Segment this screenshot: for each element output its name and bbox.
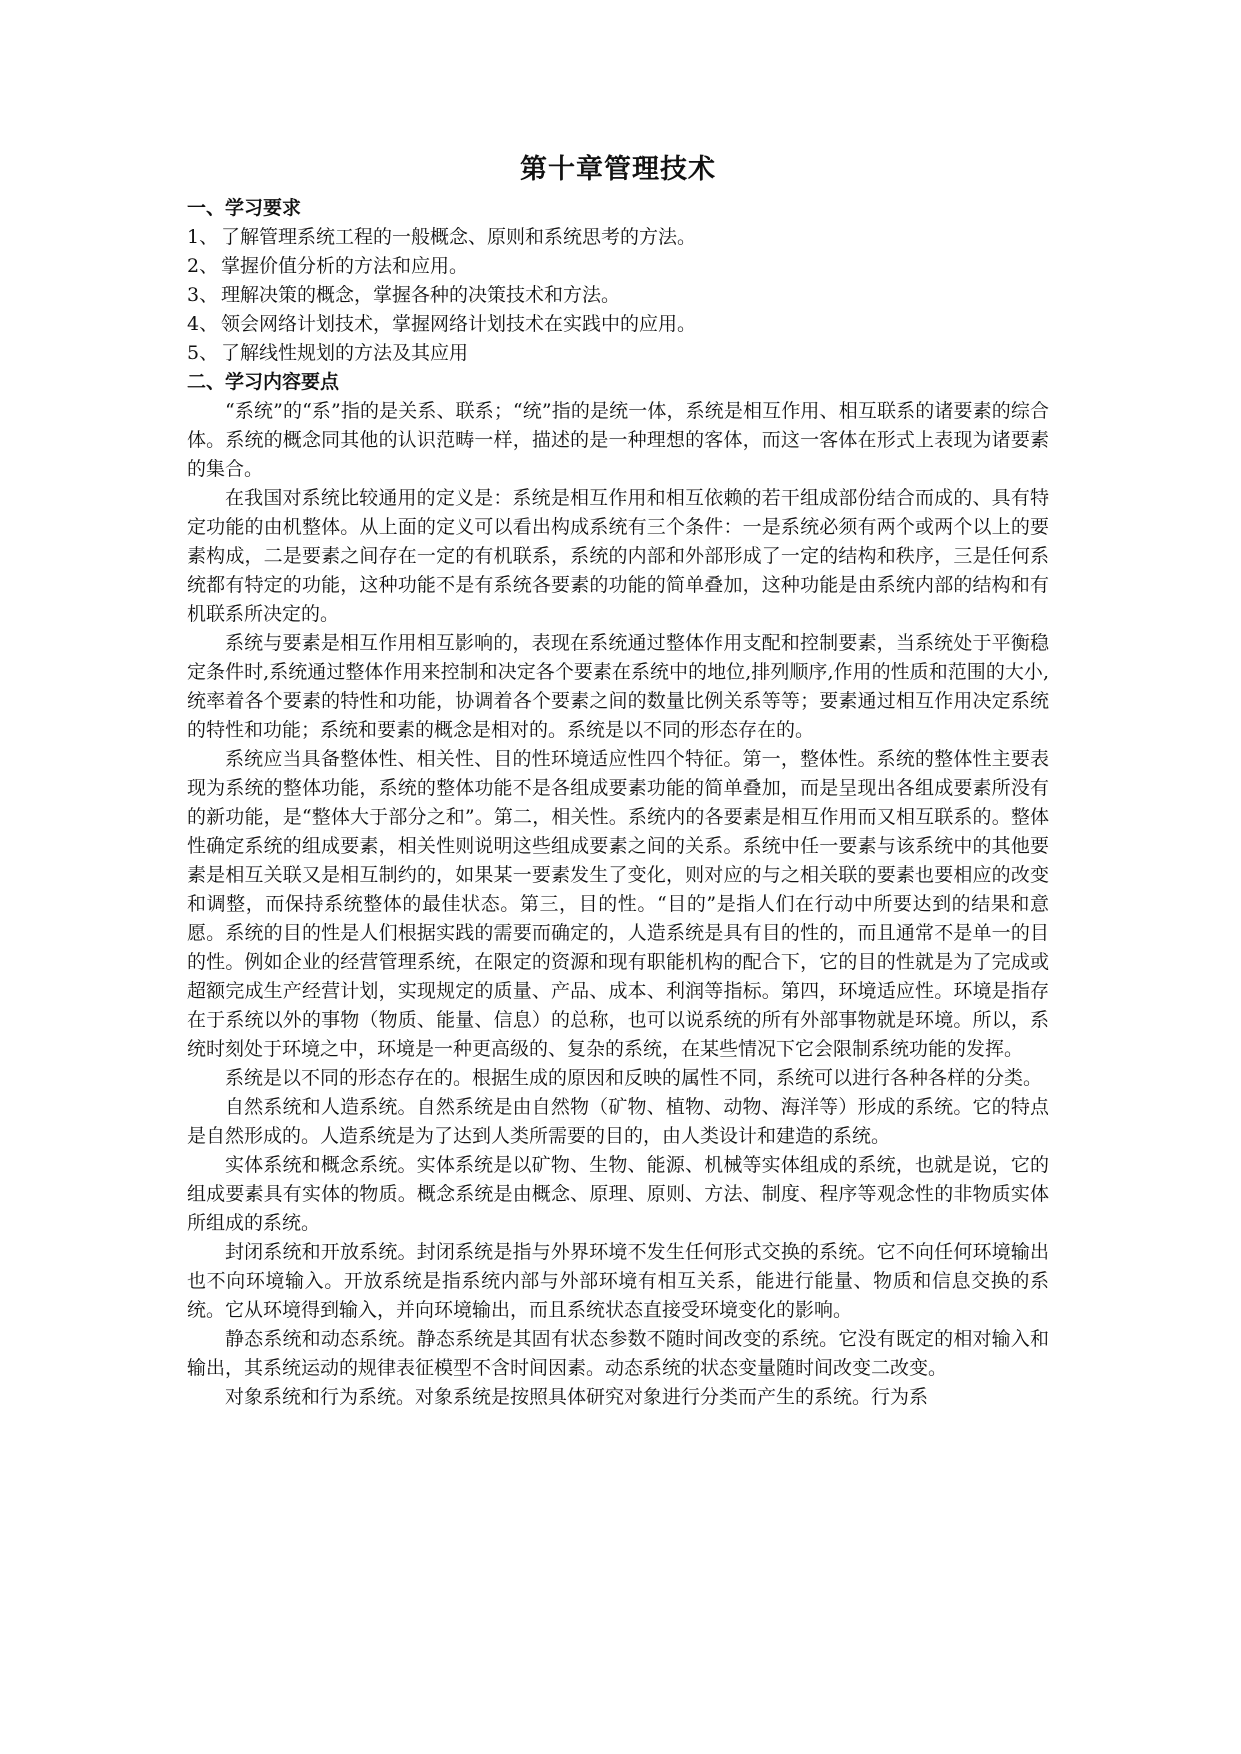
- list-item: [187, 310, 1049, 339]
- list-item-number: 2、: [187, 255, 219, 277]
- list-item-number: 1、: [187, 226, 219, 248]
- list-item-text: 理解决策的概念，掌握各种的决策技术和方法。: [221, 284, 621, 306]
- body-paragraph: “系统”的“系”指的是关系、联系；“统”指的是统一体，系统是相互作用、相互联系的诸要素的综合体。系统的概念同其他的认识范畴一样，描述的是一种理想的客体，而这一客体在形式上表现为诸要素的集合。: [187, 400, 1049, 480]
- body-paragraph: 系统与要素是相互作用相互影响的，表现在系统通过整体作用支配和控制要素，当系统处于平衡稳定条件时,系统通过整体作用来控制和决定各个要素在系统中的地位,排列顺序,作用的性质和范围的大小,统率着各个要素的特性和功能，协调着各个要素之间的数量比例关系等等；要素通过相互作用决定系统的特性和功能；系统和要素的概念是相对的。系统是以不同的形态存在的。: [187, 632, 1049, 741]
- list-item: [187, 223, 1049, 252]
- list-item-number: 5、: [187, 342, 219, 364]
- body-paragraph: 静态系统和动态系统。静态系统是其固有状态参数不随时间改变的系统。它没有既定的相对输入和输出，其系统运动的规律表征模型不含时间因素。动态系统的状态变量随时间改变二改变。: [187, 1328, 1049, 1379]
- list-item-number: 3、: [187, 284, 219, 306]
- requirements-list: [187, 223, 1049, 368]
- list-item-text: 了解管理系统工程的一般概念、原则和系统思考的方法。: [221, 226, 697, 248]
- body-paragraph: 系统应当具备整体性、相关性、目的性环境适应性四个特征。第一，整体性。系统的整体性主要表现为系统的整体功能，系统的整体功能不是各组成要素功能的简单叠加，而是呈现出各组成要素所没有的新功能，是“整体大于部分之和”。第二，相关性。系统内的各要素是相互作用而又相互联系的。整体性确定系统的组成要素，相关性则说明这些组成要素之间的关系。系统中任一要素与该系统中的其他要素是相互关联又是相互制约的，如果某一要素发生了变化，则对应的与之相关联的要素也要相应的改变和调整，而保持系统整体的最佳状态。第三，目的性。“目的”是指人们在行动中所要达到的结果和意愿。系统的目的性是人们根据实践的需要而确定的，人造系统是具有目的性的，而且通常不是单一的目的性。例如企业的经营管理系统，在限定的资源和现有职能机构的配合下，它的目的性就是为了完成或超额完成生产经营计划，实现规定的质量、产品、成本、利润等指标。第四，环境适应性。环境是指存在于系统以外的事物（物质、能量、信息）的总称，也可以说系统的所有外部事物就是环境。所以，系统时刻处于环境之中，环境是一种更高级的、复杂的系统，在某些情况下它会限制系统功能的发挥。: [187, 748, 1049, 1060]
- body-paragraph: 自然系统和人造系统。自然系统是由自然物（矿物、植物、动物、海洋等）形成的系统。它的特点是自然形成的。人造系统是为了达到人类所需要的目的，由人类设计和建造的系统。: [187, 1096, 1049, 1147]
- section-heading-requirements: 一、学习要求: [187, 197, 302, 219]
- section-heading-content: 二、学习内容要点: [187, 371, 340, 393]
- list-item-text: 掌握价值分析的方法和应用。: [221, 255, 469, 277]
- document-title: 第十章管理技术: [520, 154, 716, 185]
- body-paragraph: 对象系统和行为系统。对象系统是按照具体研究对象进行分类而产生的系统。行为系: [225, 1386, 929, 1408]
- list-item-text: 了解线性规划的方法及其应用: [221, 342, 469, 364]
- body-paragraph: 封闭系统和开放系统。封闭系统是指与外界环境不发生任何形式交换的系统。它不向任何环境输出也不向环境输入。开放系统是指系统内部与外部环境有相互关系，能进行能量、物质和信息交换的系统。它从环境得到输入，并向环境输出，而且系统状态直接受环境变化的影响。: [187, 1241, 1049, 1321]
- list-item: [187, 252, 1049, 281]
- list-item-text: 领会网络计划技术，掌握网络计划技术在实践中的应用。: [221, 313, 697, 335]
- body-paragraph: 在我国对系统比较通用的定义是：系统是相互作用和相互依赖的若干组成部份结合而成的、具有特定功能的由机整体。从上面的定义可以看出构成系统有三个条件：一是系统必须有两个或两个以上的要素构成，二是要素之间存在一定的有机联系，系统的内部和外部形成了一定的结构和秩序，三是任何系统都有特定的功能，这种功能不是有系统各要素的功能的简单叠加，这种功能是由系统内部的结构和有机联系所决定的。: [187, 487, 1049, 625]
- body-paragraph: 实体系统和概念系统。实体系统是以矿物、生物、能源、机械等实体组成的系统，也就是说，它的组成要素具有实体的物质。概念系统是由概念、原理、原则、方法、制度、程序等观念性的非物质实体所组成的系统。: [187, 1154, 1049, 1234]
- list-item: [187, 339, 1049, 368]
- body-paragraph: 系统是以不同的形态存在的。根据生成的原因和反映的属性不同，系统可以进行各种各样的分类。: [225, 1067, 1043, 1089]
- document-page: [187, 150, 1049, 1412]
- list-item: [187, 281, 1049, 310]
- list-item-number: 4、: [187, 313, 219, 335]
